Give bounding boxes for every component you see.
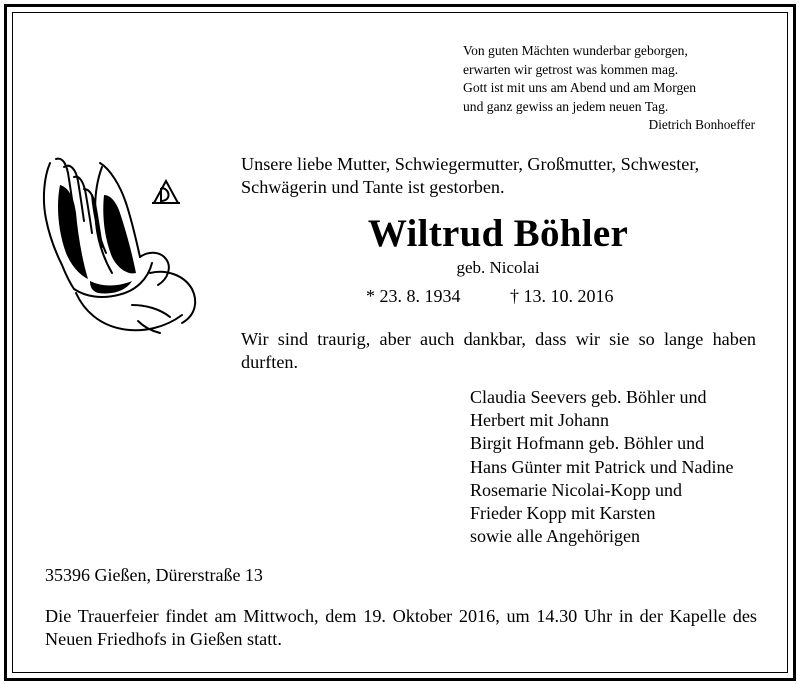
deceased-name: Wiltrud Böhler [367,212,629,255]
quote-line: und ganz gewiss an jedem neuen Tag. [463,98,669,114]
address: 35396 Gießen, Dürerstraße 13 [45,565,263,585]
family-member: Birgit Hofmann geb. Böhler und [470,433,705,454]
maiden-name: geb. Nicolai [456,258,540,277]
bonhoeffer-quote [463,42,696,116]
family-member: Hans Günter mit Patrick und Nadine [470,456,734,477]
birth-date: * 23. 8. 1934 [366,286,461,306]
death-date: † 13. 10. 2016 [510,286,614,306]
death-announcement-intro: Unsere liebe Mutter, Schwiegermutter, Großmutter, Schwester, Schwägerin und Tante ist gestorben. [241,154,700,197]
quote-line: Von guten Mächten wunderbar geborgen, [463,43,688,58]
family-member: Rosemarie Nicolai-Kopp und [470,479,682,500]
monogram [152,181,180,203]
family-member: Claudia Seevers geb. Böhler und [470,387,707,407]
funeral-service-notice: Die Trauerfeier findet am Mittwoch, dem 19. Oktober 2016, um 14.30 Uhr in der Kapelle des Neuen Friedhofs in Gießen statt. [45,606,757,649]
quote-line: Gott ist mit uns am Abend und am Morgen [463,80,697,96]
quote-line: erwarten wir getrost was kommen mag. [463,61,679,77]
family-list [470,386,733,548]
mourning-statement: Wir sind traurig, aber auch dankbar, dass wir sie so lange haben durften. [241,329,756,372]
family-member: Frieder Kopp mit Karsten [470,503,656,524]
quote-author: Dietrich Bonhoeffer [648,117,755,132]
family-member: sowie alle Angehörigen [470,526,640,547]
family-member: Herbert mit Johann [470,410,609,431]
